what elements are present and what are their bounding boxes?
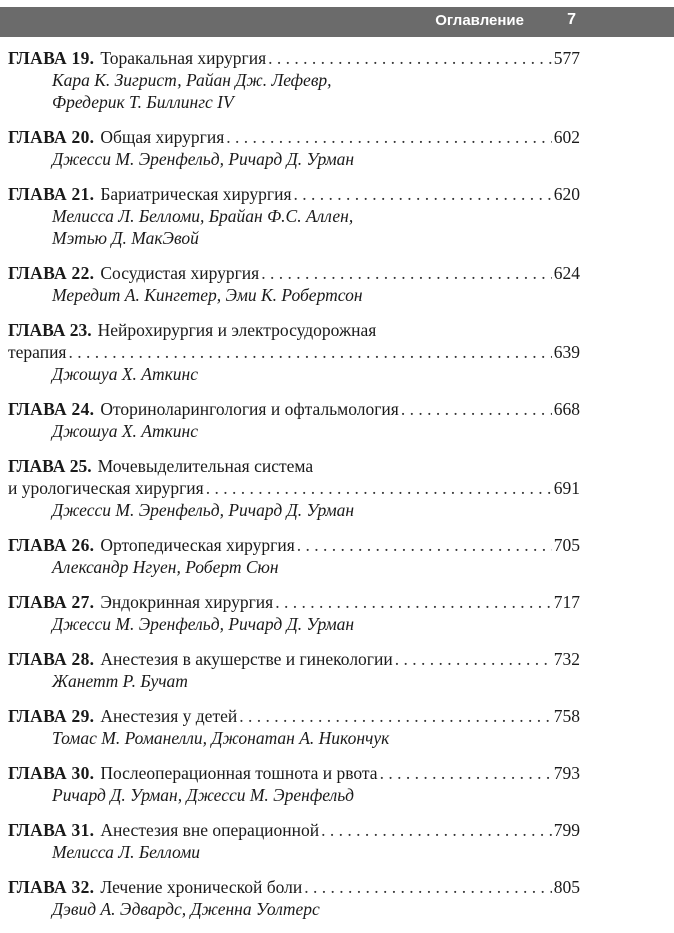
chapter-authors: Жанетт Р. Бучат (52, 671, 188, 691)
dot-leader (304, 876, 552, 898)
chapter-number: ГЛАВА 29. (8, 706, 95, 726)
chapter-authors: Джесси М. Эренфельд, Ричард Д. Урман (52, 500, 355, 520)
page-number: 805 (553, 877, 580, 897)
page-number: 758 (553, 706, 580, 726)
chapter-number: ГЛАВА 32. (8, 877, 95, 897)
chapter-authors: Мелисса Л. Белломи (52, 842, 200, 862)
toc-entry (8, 534, 580, 578)
toc-leader-line (8, 477, 580, 499)
chapter-title-part: Нейрохирургия и электросудорожная (97, 320, 377, 340)
page-number: 602 (553, 127, 580, 147)
chapter-title: Анестезия у детей (100, 706, 238, 726)
chapter-number: ГЛАВА 22. (8, 263, 95, 283)
toc-entry (8, 126, 580, 170)
toc-entry (8, 762, 580, 806)
toc-entry (8, 183, 580, 249)
toc-entry (8, 398, 580, 442)
chapter-number: ГЛАВА 27. (8, 592, 95, 612)
chapter-authors: Мелисса Л. Белломи, Брайан Ф.С. Аллен, (52, 206, 354, 226)
toc-entry (8, 47, 580, 113)
dot-leader (268, 47, 552, 69)
chapter-title: Сосудистая хирургия (100, 263, 260, 283)
page-number: 732 (553, 649, 580, 669)
toc-title-line (8, 455, 580, 477)
chapter-authors: Джесси М. Эренфельд, Ричард Д. Урман (52, 149, 355, 169)
chapter-title: Анестезия вне операционной (100, 820, 320, 840)
chapter-title: Послеоперационная тошнота и рвота (100, 763, 378, 783)
page-number: 639 (553, 342, 580, 362)
toc-title-line (8, 319, 580, 341)
chapter-title: Ортопедическая хирургия (100, 535, 295, 555)
chapter-authors: Дэвид А. Эдвардс, Дженна Уолтерс (52, 899, 320, 919)
page-number: 668 (553, 399, 580, 419)
toc-leader-line (8, 341, 580, 363)
chapter-authors: Джошуа Х. Аткинс (52, 364, 198, 384)
chapter-number: ГЛАВА 23. (8, 320, 92, 340)
chapter-authors: Мередит А. Кингетер, Эми К. Робертсон (52, 285, 363, 305)
chapter-title: Анестезия в акушерстве и гинекологии (100, 649, 393, 669)
running-header (0, 7, 674, 37)
chapter-number: ГЛАВА 20. (8, 127, 95, 147)
toc-entry (8, 819, 580, 863)
page-number: 793 (553, 763, 580, 783)
toc-entry (8, 455, 580, 521)
chapter-title-part: Мочевыделительная система (97, 456, 314, 476)
dot-leader (261, 262, 552, 284)
chapter-number: ГЛАВА 24. (8, 399, 95, 419)
toc-entry (8, 262, 580, 306)
toc-leader-line (8, 648, 580, 670)
page-number: 705 (553, 535, 580, 555)
page-number: 717 (553, 592, 580, 612)
dot-leader (321, 819, 552, 841)
header-title: Оглавление (435, 12, 524, 29)
dot-leader (226, 126, 551, 148)
chapter-title: Бариатрическая хирургия (100, 184, 292, 204)
toc-leader-line (8, 534, 580, 556)
chapter-authors: Томас М. Романелли, Джонатан А. Никончук (52, 728, 390, 748)
dot-leader (275, 591, 552, 613)
toc-entry (8, 876, 580, 920)
dot-leader (380, 762, 552, 784)
toc-leader-line (8, 398, 580, 420)
toc-entry (8, 705, 580, 749)
page-number: 620 (553, 184, 580, 204)
toc-leader-line (8, 591, 580, 613)
chapter-title: терапия (8, 342, 67, 362)
toc-leader-line (8, 126, 580, 148)
dot-leader (401, 398, 552, 420)
chapter-title: Эндокринная хирургия (100, 592, 274, 612)
toc-entry (8, 648, 580, 692)
dot-leader (395, 648, 552, 670)
table-of-contents (8, 47, 580, 933)
toc-leader-line (8, 762, 580, 784)
chapter-authors: Александр Нгуен, Роберт Сюн (52, 557, 279, 577)
dot-leader (297, 534, 552, 556)
chapter-number: ГЛАВА 25. (8, 456, 92, 476)
toc-leader-line (8, 705, 580, 727)
page-number: 691 (553, 478, 580, 498)
chapter-authors: Мэтью Д. МакЭвой (52, 228, 199, 248)
chapter-authors: Кара К. Зигрист, Райан Дж. Лефевр, (52, 70, 332, 90)
chapter-number: ГЛАВА 31. (8, 820, 95, 840)
chapter-title: Общая хирургия (100, 127, 225, 147)
dot-leader (294, 183, 552, 205)
chapter-authors: Джесси М. Эренфельд, Ричард Д. Урман (52, 614, 355, 634)
dot-leader (239, 705, 552, 727)
chapter-number: ГЛАВА 26. (8, 535, 95, 555)
chapter-title: Оториноларингология и офтальмология (100, 399, 399, 419)
page-number: 799 (553, 820, 580, 840)
chapter-number: ГЛАВА 30. (8, 763, 95, 783)
toc-entry (8, 591, 580, 635)
chapter-title: и урологическая хирургия (8, 478, 204, 498)
toc-leader-line (8, 47, 580, 69)
toc-leader-line (8, 262, 580, 284)
chapter-authors: Фредерик Т. Биллингс IV (52, 92, 234, 112)
header-page-number: 7 (567, 11, 576, 28)
page-number: 577 (553, 48, 580, 68)
dot-leader (68, 341, 551, 363)
toc-leader-line (8, 183, 580, 205)
chapter-authors: Ричард Д. Урман, Джесси М. Эренфельд (52, 785, 355, 805)
chapter-number: ГЛАВА 21. (8, 184, 95, 204)
toc-entry (8, 319, 580, 385)
chapter-authors: Джошуа Х. Аткинс (52, 421, 198, 441)
chapter-title: Торакальная хирургия (100, 48, 267, 68)
dot-leader (206, 477, 552, 499)
toc-leader-line (8, 819, 580, 841)
chapter-number: ГЛАВА 28. (8, 649, 95, 669)
page-number: 624 (553, 263, 580, 283)
chapter-title: Лечение хронической боли (100, 877, 303, 897)
toc-leader-line (8, 876, 580, 898)
chapter-number: ГЛАВА 19. (8, 48, 95, 68)
